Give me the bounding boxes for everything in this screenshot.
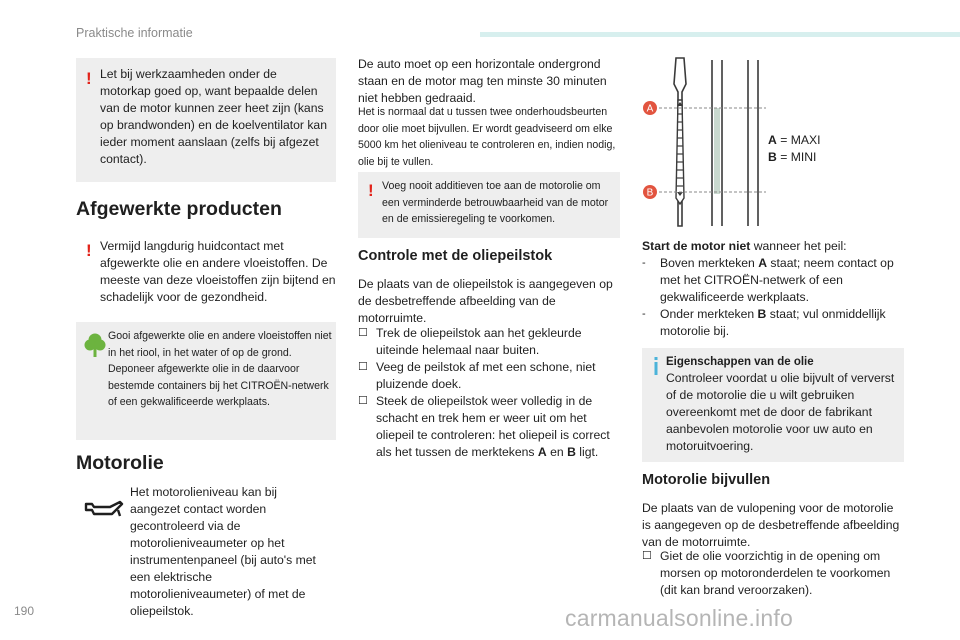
eco-note-box: [76, 322, 336, 440]
info-text: Controleer voordat u olie bijvult of ververst of de motorolie die u wilt gebruiken overeenkomt met de door de fabrikant aanbevolen motorolie voor uw auto en motoruitvoering.: [666, 371, 895, 453]
list-item: [358, 393, 620, 461]
heading-engine-oil: Motorolie: [76, 452, 164, 474]
fill-text: De plaats van de vulopening voor de motorolie is aangegeven op de desbetreffende afbeelding van de motorruimte.: [642, 501, 900, 549]
header-bar: [480, 32, 960, 37]
warning-icon: !: [368, 181, 374, 200]
heading-dipstick: Controle met de oliepeilstok: [358, 248, 553, 264]
dipstick-intro: De plaats van de oliepeilstok is aangegeven op de desbetreffende afbeelding van de motorruimte.: [358, 277, 613, 325]
list-item: [642, 548, 904, 599]
warning-box-hot-engine: [76, 58, 336, 182]
dipstick-steps: [358, 325, 620, 461]
heading-used-products: Afgewerkte producten: [76, 198, 282, 220]
list-item: [358, 359, 620, 393]
info-box-oil-properties: [642, 348, 904, 462]
warning-text: Vermijd langdurig huidcontact met afgewerkte olie en andere vloeistoffen. De meeste van deze vloeistoffen zijn bijtend en schadelijk voor de gezondheid.: [100, 239, 336, 304]
step-text: Veeg de peilstok af met een schone, niet pluizende doek.: [376, 360, 596, 391]
warning-text: Voeg nooit additieven toe aan de motorolie om een verminderde betrouwbaarheid van de motor en de emissieregeling te voorkomen.: [382, 180, 609, 225]
engine-oil-text: Het motorolieniveau kan bij aangezet contact worden gecontroleerd via de motorolieniveaumeter op het instrumentenpaneel (bij auto's met een elektrische motorolieniveaumeter) of met de oliepeilstok.: [130, 485, 316, 618]
warning-icon: !: [86, 69, 92, 88]
info-icon: [652, 357, 660, 375]
marker-a-label: A: [646, 103, 654, 115]
list-item: - Onder merkteken B staat; vul onmiddellijk motorolie bij.: [642, 307, 886, 338]
warning-text: Let bij werkzaamheden onder de motorkap goed op, want bepaalde delen van de motor kunnen zeer heet zijn (kans op brandwonden) en de koelventilator kan ieder moment aanslaan (zelfs bij afgezet contact).: [100, 67, 327, 166]
bullet-icon: ☐: [642, 550, 652, 562]
fill-step-text: Giet de olie voorzichtig in de opening om morsen op motoronderdelen te voorkomen (dit kan brand veroorzaken).: [660, 549, 891, 597]
legend-max: A = MAXI: [768, 133, 821, 147]
start-warning: [642, 238, 904, 340]
section-title: Praktische informatie: [76, 26, 193, 40]
page-number: 190: [14, 604, 35, 618]
step-text: Trek de oliepeilstok aan het gekleurde uiteinde helemaal naar buiten.: [376, 326, 582, 357]
warning-icon: !: [86, 241, 92, 260]
warning-box-additives: [358, 172, 620, 238]
intro-text: De auto moet op een horizontale ondergrond staan en de motor mag ten minste 30 minuten niet hebben gedraaid.: [358, 57, 607, 105]
dipstick-illustration: [640, 56, 770, 234]
watermark: carmanualsonline.info: [565, 605, 793, 631]
bullet-icon: ☐: [358, 361, 368, 373]
heading-fill-oil: Motorolie bijvullen: [642, 472, 771, 488]
tree-icon: [84, 332, 106, 358]
start-warning-line: Start de motor niet wanneer het peil:: [642, 239, 847, 253]
step-text: Steek de oliepeilstok weer volledig in de schacht en trek hem er weer uit om het oliepeil te controleren: het oliepeil is correct als het tussen de merktekens A en B ligt.: [376, 394, 610, 459]
info-title: Eigenschappen van de olie: [666, 356, 814, 368]
list-item: [358, 325, 620, 359]
bullet-icon: ☐: [358, 327, 368, 339]
oil-can-icon: [82, 498, 124, 522]
eco-note-text: Gooi afgewerkte olie en andere vloeistoffen niet in het riool, in het water of op de grond. Deponeer afgewerkte olie in de daarvoor bestemde containers bij het CITROËN-netwerk of een gekwalificeerde werkplaats.: [108, 330, 332, 408]
intro-small-text: Het is normaal dat u tussen twee onderhoudsbeurten door olie moet bijvullen. Er wordt geadviseerd om elke 5000 km het olieniveau te controleren en, indien nodig, olie bij te vullen.: [358, 106, 616, 168]
marker-b-label: B: [646, 187, 654, 199]
bullet-icon: ☐: [358, 395, 368, 407]
legend-min: B = MINI: [768, 150, 817, 164]
list-item: - Boven merkteken A staat; neem contact op met het CITROËN-netwerk of een gekwalificeerde werkplaats.: [642, 256, 894, 304]
